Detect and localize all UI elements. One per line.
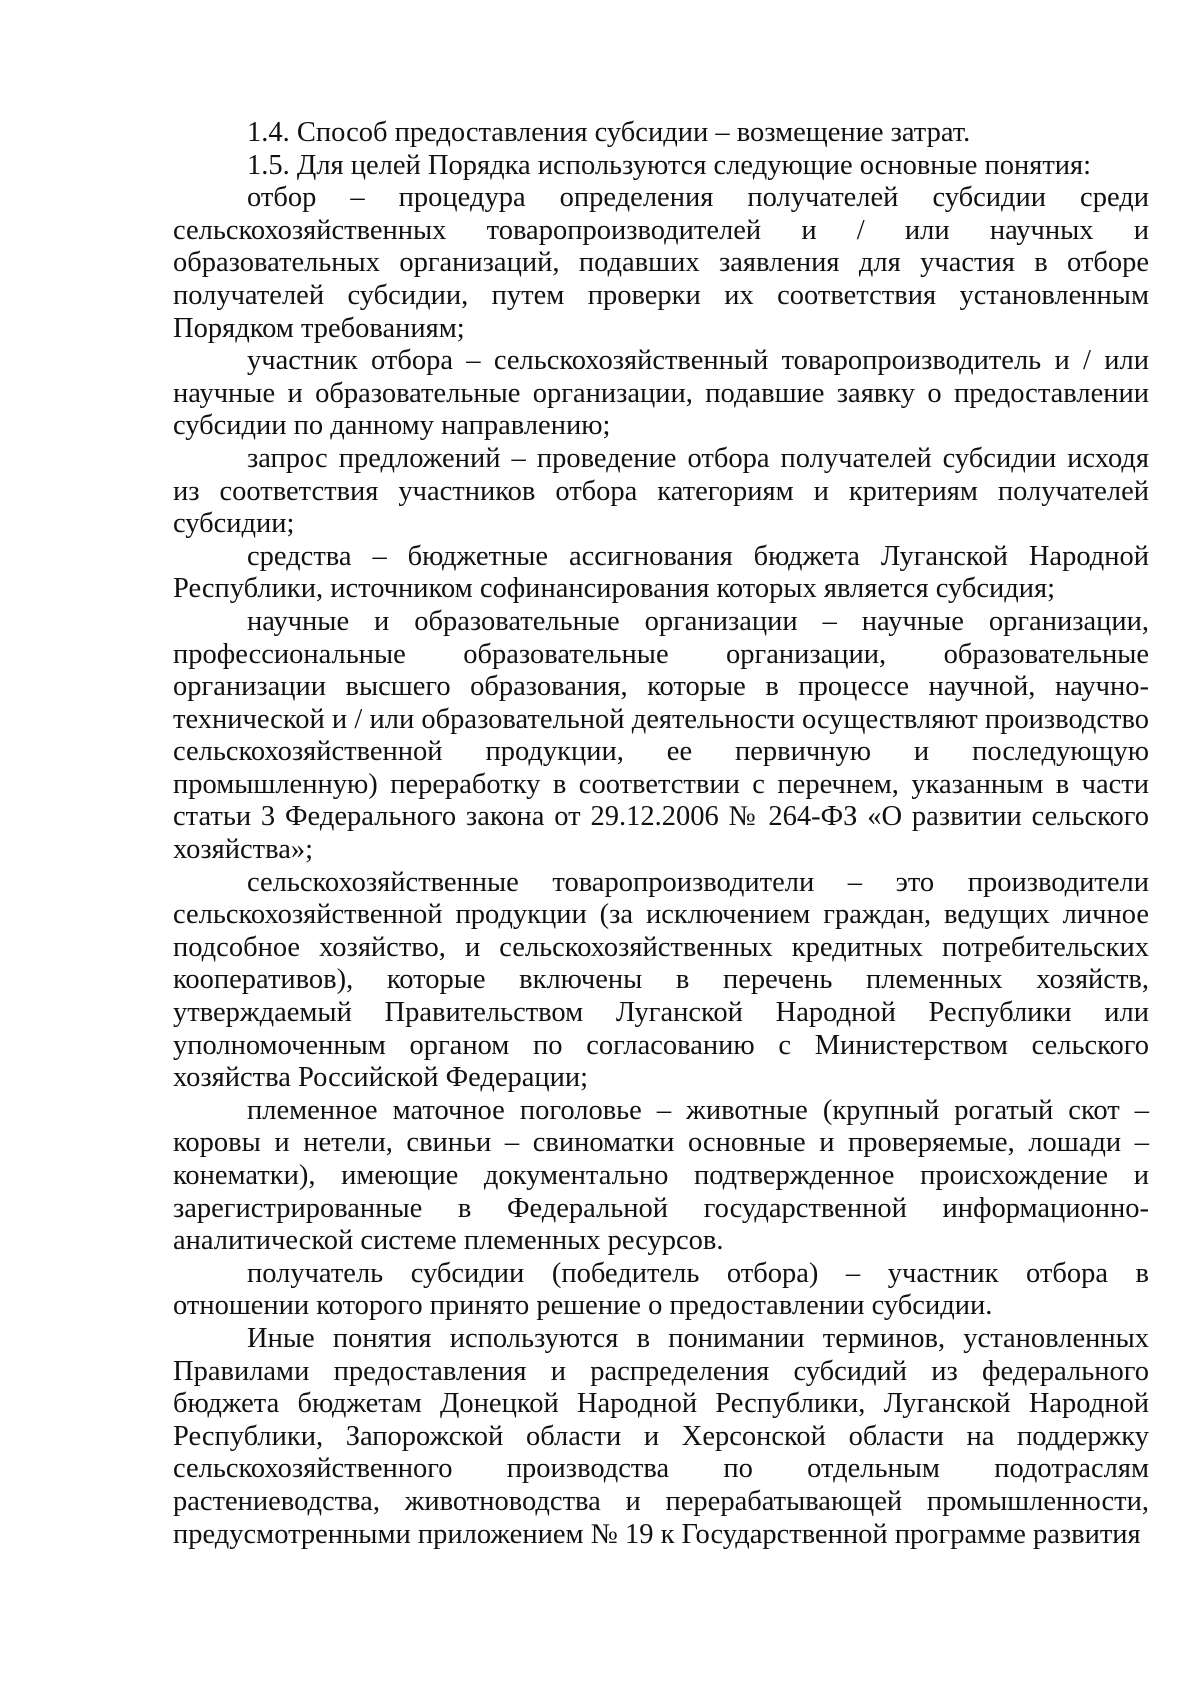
definition-plemennoe-pogolovye: племенное маточное поголовье – животные (крупный рогатый скот – коровы и нетели, свиньи – свиноматки основные и проверяемые, лошади – конематки), имеющие документально подтвержденное происхождение и зарегистрированные в Федеральной государственной информационно-аналитической системе племенных ресурсов. xyxy=(173,1094,1149,1257)
definition-nauchnye-organizacii: научные и образовательные организации – научные организации, профессиональные образовательные организации, образовательные организации высшего образования, которые в процессе научной, научно-технической и / или образовательной деятельности осуществляют производство сельскохозяйственной продукции, ее первичную и последующую промышленную) переработку в соответствии с перечнем, указанным в части статьи 3 Федерального закона от 29.12.2006 № 264-ФЗ «О развитии сельского хозяйства»; xyxy=(173,605,1149,866)
definition-otbor: отбор – процедура определения получателей субсидии среди сельскохозяйственных товаропроизводителей и / или научных и образовательных организаций, подавших заявления для участия в отборе получателей субсидии, путем проверки их соответствия установленным Порядком требованиям; xyxy=(173,182,1149,344)
definition-sredstva: средства – бюджетные ассигнования бюджета Луганской Народной Республики, источником софинансирования которых является субсидия; xyxy=(173,540,1149,605)
paragraph-1-5: 1.5. Для целей Порядка используются следующие основные понятия: xyxy=(247,149,1092,181)
definition-uchastnik-otbora: участник отбора – сельскохозяйственный товаропроизводитель и / или научные и образовательные организации, подавшие заявку о предоставлении субсидии по данному направлению; xyxy=(173,345,1149,442)
definition-poluchatel-subsidii: получатель субсидии (победитель отбора) – участник отбора в отношении которого принято решение о предоставлении субсидии. xyxy=(173,1257,1149,1322)
paragraph-1-4: 1.4. Способ предоставления субсидии – возмещение затрат. xyxy=(247,117,971,148)
definition-zapros-predlozheniy: запрос предложений – проведение отбора получателей субсидии исходя из соответствия участников отбора категориям и критериям получателей субсидии; xyxy=(173,442,1149,540)
paragraph-inye-ponyatiya: Иные понятия используются в понимании терминов, установленных Правилами предоставления и распределения субсидий из федерального бюджета бюджетам Донецкой Народной Республики, Луганской Народной Республики, Запорожской области и Херсонской области на поддержку сельскохозяйственного производства по отдельным подотраслям растениеводства, животноводства и перерабатывающей промышленности, предусмотренными приложением № 19 к Государственной программе развития xyxy=(173,1322,1149,1550)
document-body xyxy=(173,117,1149,1551)
definition-tovaroproizvoditeli: сельскохозяйственные товаропроизводители – это производители сельскохозяйственной продукции (за исключением граждан, ведущих личное подсобное хозяйство, и сельскохозяйственных кредитных потребительских кооперативов), которые включены в перечень племенных хозяйств, утверждаемый Правительством Луганской Народной Республики или уполномоченным органом по согласованию с Министерством сельского хозяйства Российской Федерации; xyxy=(173,866,1149,1094)
